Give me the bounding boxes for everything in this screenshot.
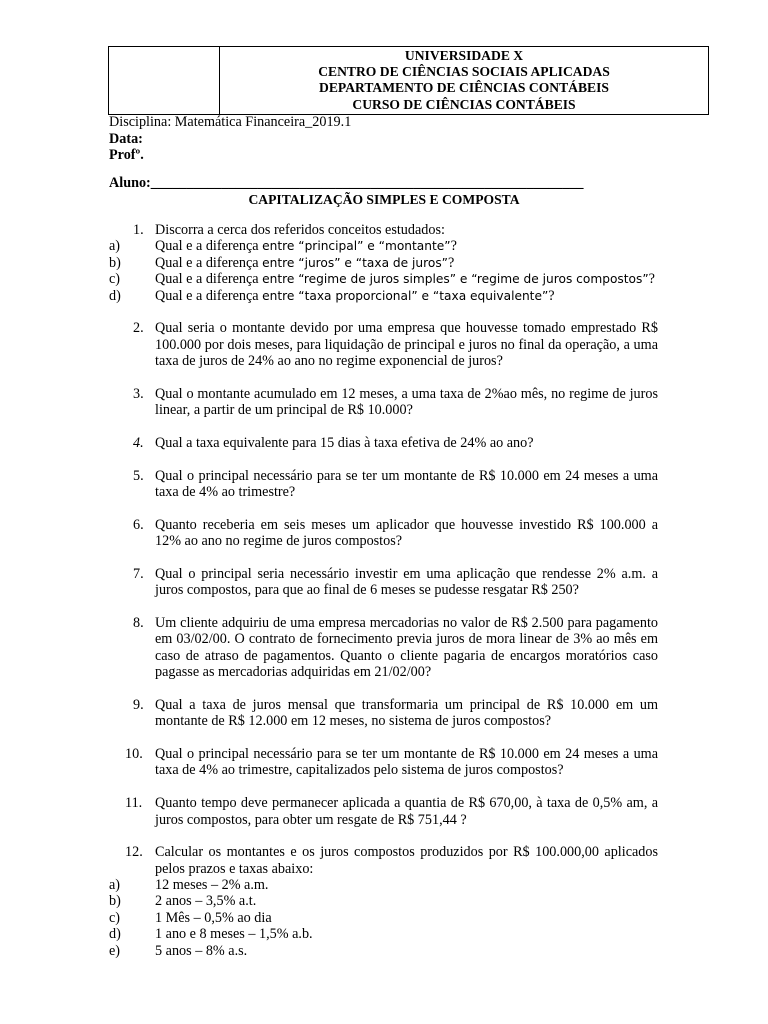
question-number: 3. <box>133 385 144 402</box>
question-number: 7. <box>133 565 144 582</box>
question-text: Qual a taxa de juros mensal que transformaria um principal de R$ 10.000 em um montante de R$ 12.000 em 12 meses, no sistema de juros compostos? <box>155 696 658 730</box>
question-5 <box>109 468 658 501</box>
sub-item-letter: d) <box>109 287 121 304</box>
course-name: CURSO DE CIÊNCIAS CONTÁBEIS <box>352 96 576 112</box>
question-10 <box>109 746 658 779</box>
professor-line: Profº. <box>109 147 144 163</box>
question-text: Calcular os montantes e os juros compostos produzidos por R$ 100.000,00 aplicados pelos prazos e taxas abaixo: <box>155 844 658 877</box>
question-6 <box>109 517 658 550</box>
sub-item <box>109 910 658 926</box>
question-text: Qual seria o montante devido por uma empresa que houvesse tomado emprestado R$ 100.000 por dois meses, para liquidação de principal e juros no final da operação, a uma taxa de juros de 24% ao ano no regime exponencial de juros? <box>155 320 658 370</box>
sub-item-text: 2 anos – 3,5% a.t. <box>155 893 257 910</box>
sub-item-text-sans: entre “juros” e “taxa de juros” <box>262 255 448 270</box>
sub-item-text-end: ? <box>548 287 555 304</box>
sub-item-text-end: ? <box>648 271 655 288</box>
sub-item-text: 12 meses – 2% a.m. <box>155 877 269 894</box>
sub-item <box>109 288 658 304</box>
question-text: Qual o principal necessário para se ter um montante de R$ 10.000 em 24 meses a uma taxa de 4% ao trimestre, capitalizados pelo sistema de juros compostos? <box>155 746 658 779</box>
section-title: CAPITALIZAÇÃO SIMPLES E COMPOSTA <box>248 192 520 207</box>
question-number: 1. <box>133 222 144 238</box>
sub-item-letter: e) <box>109 942 121 959</box>
sub-item-text-sans: entre “regime de juros simples” e “regime de juros compostos” <box>262 272 649 287</box>
sub-item-text: Qual e a diferença <box>155 254 263 271</box>
question-text: Qual a taxa equivalente para 15 dias à taxa efetiva de 24% ao ano? <box>155 434 534 451</box>
question-number: 2. <box>133 320 144 337</box>
institution-header <box>220 47 708 114</box>
sub-item-text: 1 ano e 8 meses – 1,5% a.b. <box>155 926 313 943</box>
sub-item <box>109 943 658 959</box>
sub-item-text: Qual e a diferença <box>155 271 263 288</box>
question-number: 5. <box>133 467 144 484</box>
sub-item-letter: a) <box>109 877 121 894</box>
question-number: 6. <box>133 516 144 533</box>
question-text: Discorra a cerca dos referidos conceitos estudados: <box>155 222 445 238</box>
question-text: Qual o principal necessário para se ter um montante de R$ 10.000 em 24 meses a uma taxa de 4% ao trimestre? <box>155 467 658 501</box>
sub-item-letter: a) <box>109 238 121 255</box>
question-11 <box>109 795 658 828</box>
question-text: Um cliente adquiriu de uma empresa mercadorias no valor de R$ 2.500 para pagamento em 03/02/00. O contrato de fornecimento previa juros de mora linear de 3% ao mês em caso de atraso de pagamentos. Quanto o cliente pagaria de encargos moratórios caso pagasse as mercadorias adquiridas em 21/02/00? <box>155 614 658 681</box>
student-name-line: Aluno:_____________________________________________________________ <box>109 175 584 191</box>
question-number: 12. <box>125 844 143 861</box>
question-text: Qual o montante acumulado em 12 meses, a uma taxa de 2%ao mês, no regime de juros linear, a partir de um principal de R$ 10.000? <box>155 385 658 419</box>
center-name: CENTRO DE CIÊNCIAS SOCIAIS APLICADAS <box>318 64 610 80</box>
sub-item-letter: d) <box>109 926 121 943</box>
question-9 <box>109 697 658 730</box>
sub-item-text-end: ? <box>450 238 457 255</box>
question-2 <box>109 320 658 369</box>
sub-item <box>109 255 658 271</box>
question-text: Quanto receberia em seis meses um aplicador que houvesse investido R$ 100.000 a 12% ao ano no regime de juros compostos? <box>155 516 658 550</box>
sub-item <box>109 926 658 942</box>
discipline-line: Disciplina: Matemática Financeira_2019.1 <box>109 114 352 130</box>
question-7 <box>109 566 658 599</box>
question-12 <box>109 844 658 959</box>
sub-item <box>109 893 658 909</box>
sub-item-text: 1 Mês – 0,5% ao dia <box>155 909 272 926</box>
sub-item-letter: c) <box>109 909 121 926</box>
department-name: DEPARTAMENTO DE CIÊNCIAS CONTÁBEIS <box>319 80 609 96</box>
question-3 <box>109 386 658 419</box>
question-8 <box>109 615 658 681</box>
question-1 <box>109 222 658 304</box>
sub-item-text: Qual e a diferença <box>155 287 263 304</box>
sub-item <box>109 271 658 287</box>
course-meta <box>109 114 351 164</box>
question-list <box>109 222 658 975</box>
date-line: Data: <box>109 130 143 147</box>
sub-item <box>109 238 658 254</box>
sub-item-letter: b) <box>109 254 121 271</box>
logo-cell <box>109 47 220 114</box>
question-number: 4. <box>133 434 144 451</box>
question-number: 8. <box>133 614 144 631</box>
sub-item-letter: b) <box>109 893 121 910</box>
sub-item-text-sans: entre “taxa proporcional” e “taxa equivalente” <box>262 288 549 303</box>
question-number: 10. <box>125 746 143 763</box>
sub-item-letter: c) <box>109 271 121 288</box>
question-text: Quanto tempo deve permanecer aplicada a quantia de R$ 670,00, à taxa de 0,5% am, a juros compostos, para obter um resgate de R$ 751,44 ? <box>155 795 658 828</box>
sub-item-text: 5 anos – 8% a.s. <box>155 942 248 959</box>
sub-item-text-end: ? <box>448 254 455 271</box>
sub-item <box>109 877 658 893</box>
question-number: 11. <box>125 795 143 812</box>
university-name: UNIVERSIDADE X <box>404 48 524 63</box>
question-text: Qual o principal seria necessário investir em uma aplicação que rendesse 2% a.m. a juros compostos, para que ao final de 6 meses se pudesse resgatar R$ 250? <box>155 565 658 599</box>
header-table <box>108 46 709 115</box>
question-4 <box>109 435 658 451</box>
sub-item-text: Qual e a diferença <box>155 238 263 255</box>
question-number: 9. <box>133 696 144 713</box>
sub-item-text-sans: entre “principal” e “montante” <box>262 239 451 254</box>
